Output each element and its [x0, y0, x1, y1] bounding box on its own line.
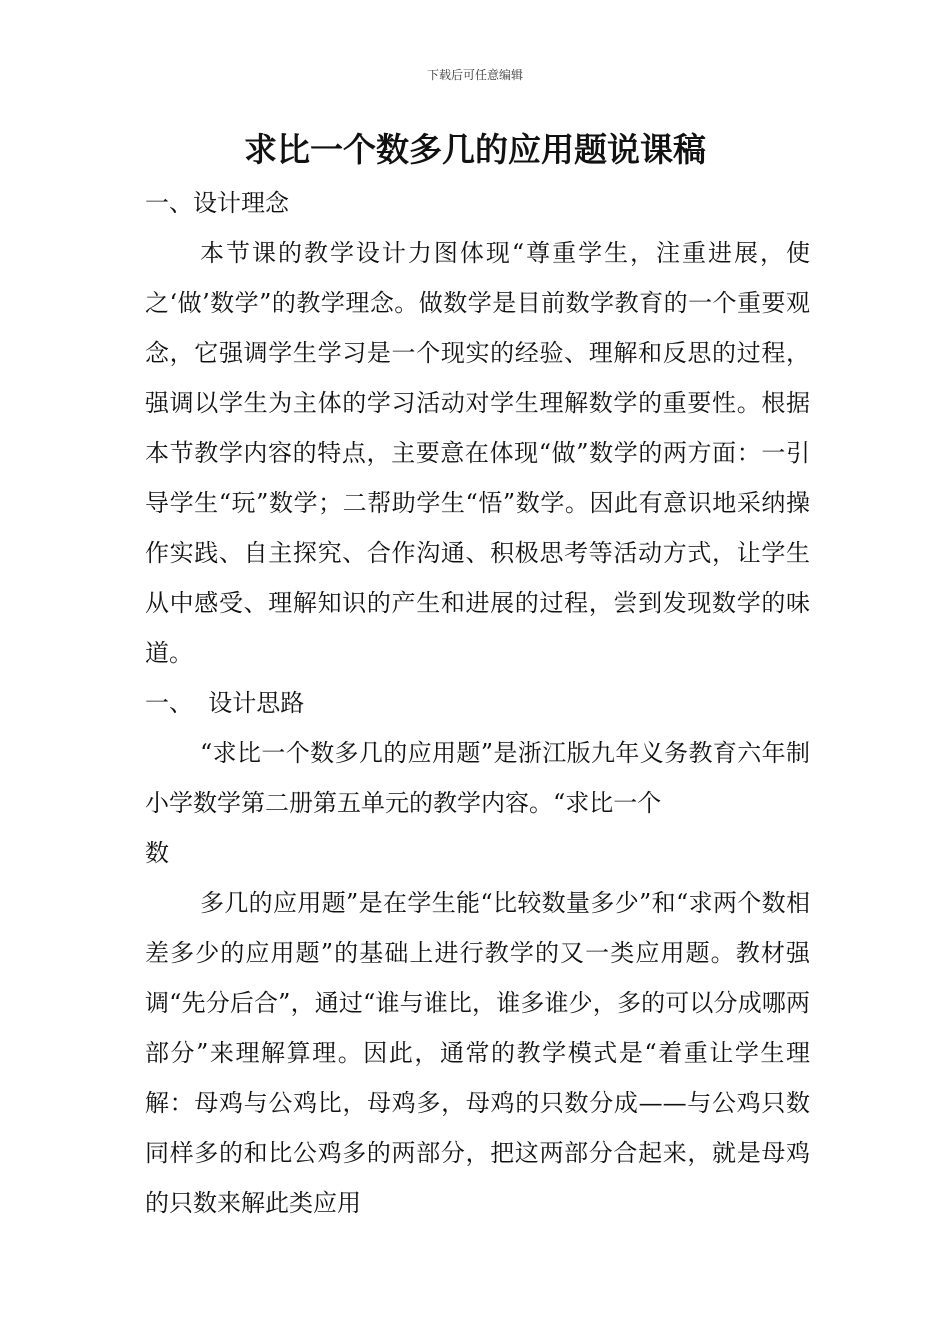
page-header-note: 下载后可任意编辑 [426, 68, 523, 82]
document-body [145, 178, 810, 1228]
paragraph-design-concept: 本节课的教学设计力图体现“尊重学生，注重进展，使之‘做’数学”的教学理念。做数学是目前数学教育的一个重要观念，它强调学生学习是一个现实的经验、理解和反思的过程，强调以学生为主体的学习活动对学生理解数学的重要性。根据本节教学内容的特点，主要意在体现“做”数学的两方面：一引导学生“玩”数学；二帮助学生“悟”数学。因此有意识地采纳操作实践、自主探究、合作沟通、积极思考等活动方式，让学生从中感受、理解知识的产生和进展的过程，尝到发现数学的味道。 [145, 239, 810, 667]
document-title: 求比一个数多几的应用题说课稿 [244, 130, 706, 169]
paragraph-approach-detail: 多几的应用题”是在学生能“比较数量多少”和“求两个数相差多少的应用题”的基础上进行教学的又一类应用题。教材强调“先分后合”，通过“谁与谁比，谁多谁少，多的可以分成哪两部分”来理解算理。因此，通常的教学模式是“着重让学生理解：母鸡与公鸡比，母鸡多，母鸡的只数分成——与公鸡只数同样多的和比公鸡多的两部分，把这两部分合起来，就是母鸡的只数来解此类应用 [145, 889, 810, 1217]
section-heading-label: 设计思路 [208, 689, 305, 717]
section-heading-design-concept: 一、设计理念 [145, 189, 289, 217]
section-heading-number: 一、 [145, 689, 193, 717]
paragraph-approach-intro: “求比一个数多几的应用题”是浙江版九年义务教育六年制小学数学第二册第五单元的教学内容。“求比一个 [145, 739, 810, 817]
section-heading-design-approach [145, 678, 810, 728]
paragraph-approach-intro-tail: 数 [145, 839, 169, 867]
